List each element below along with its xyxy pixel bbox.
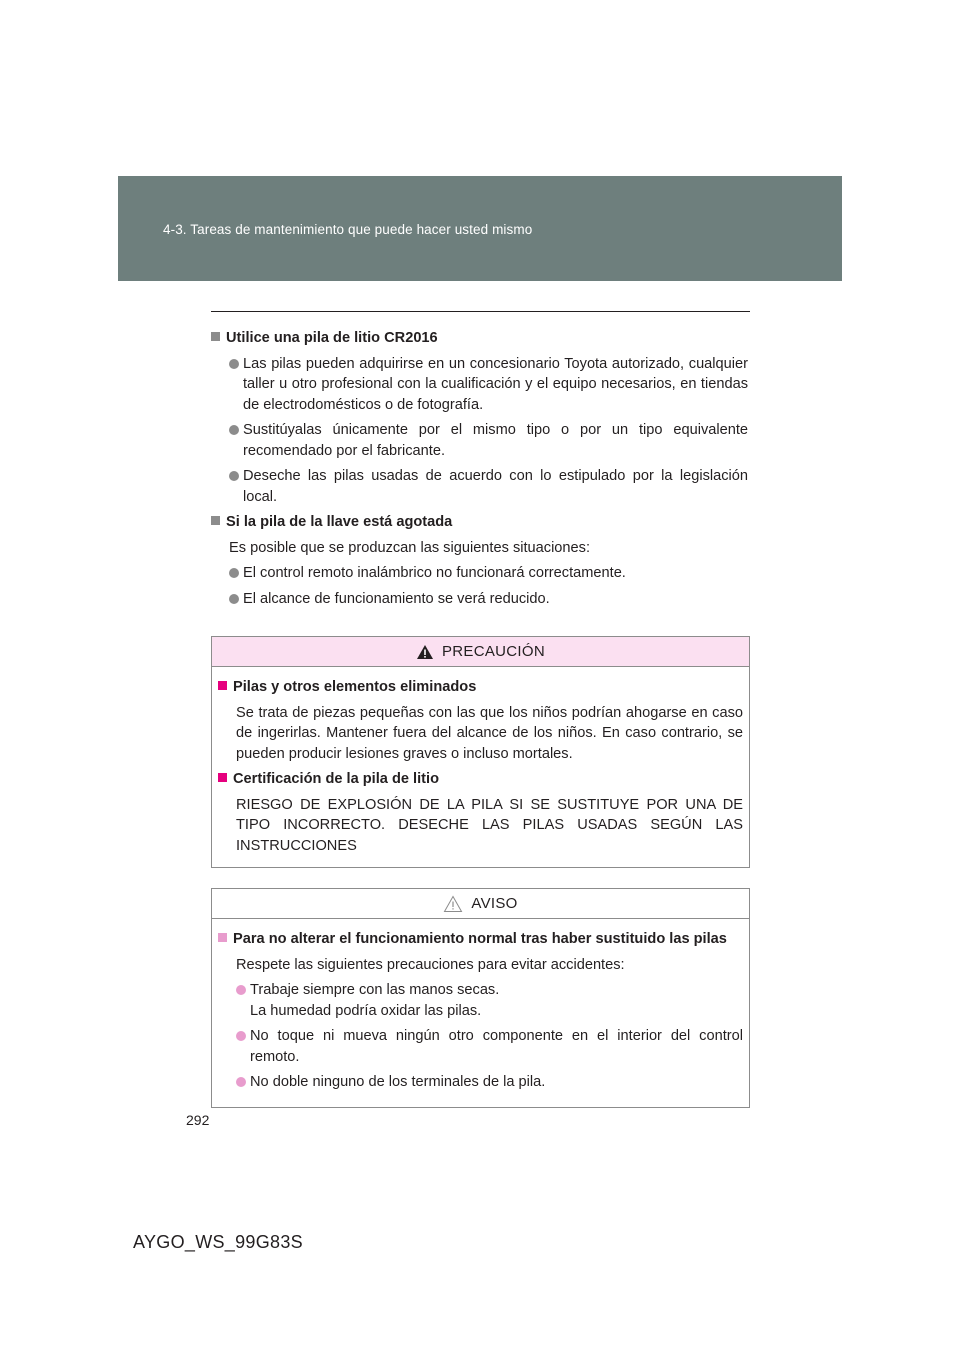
main-content xyxy=(211,328,748,609)
section-title: 4-3. Tareas de mantenimiento que puede hacer usted mismo xyxy=(163,222,533,237)
list-item: Sustitúyalas únicamente por el mismo tipo o por un tipo equivalente recomendado por el fabricante. xyxy=(229,420,748,461)
caution-heading: PRECAUCIÓN xyxy=(212,637,749,667)
caution-item-text: Se trata de piezas pequeñas con las que los niños podrían ahogarse en caso de ingerirlas. Mantener fuera del alcance de los niños. En caso contrario, se pueden producir lesiones graves o incluso mortales. xyxy=(236,704,743,762)
list-item: El alcance de funcionamiento se verá reducido. xyxy=(229,589,748,610)
square-bullet-icon xyxy=(211,332,220,341)
caution-item-text: RIESGO DE EXPLOSIÓN DE LA PILA SI SE SUSTITUYE POR UNA DE TIPO INCORRECTO. DESECHE LAS PILAS USADAS SEGÚN LAS INSTRUCCIONES xyxy=(236,796,743,854)
caution-item-title: Pilas y otros elementos eliminados xyxy=(218,677,743,698)
caution-box xyxy=(211,636,750,868)
circle-bullet-icon xyxy=(236,1077,246,1087)
circle-bullet-icon xyxy=(229,359,239,369)
notice-intro: Respete las siguientes precauciones para evitar accidentes: xyxy=(236,956,625,973)
paragraph: Es posible que se produzcan las siguientes situaciones: xyxy=(229,539,591,556)
divider xyxy=(211,311,750,312)
notice-heading: AVISO xyxy=(212,889,749,919)
list-item: Las pilas pueden adquirirse en un concesionario Toyota autorizado, cualquier taller u otro profesional con la cualificación y el equipo necesarios, en tiendas de electrodomésticos o de fotografía. xyxy=(229,354,748,416)
notice-title: Para no alterar el funcionamiento normal tras haber sustituido las pilas xyxy=(218,929,743,950)
list-item: No doble ninguno de los terminales de la pila. xyxy=(236,1072,743,1093)
circle-bullet-icon xyxy=(229,425,239,435)
circle-bullet-icon xyxy=(236,985,246,995)
square-bullet-icon xyxy=(218,773,227,782)
circle-bullet-icon xyxy=(229,568,239,578)
list-item: Deseche las pilas usadas de acuerdo con lo estipulado por la legislación local. xyxy=(229,466,748,507)
caution-body xyxy=(212,667,749,856)
circle-bullet-icon xyxy=(229,594,239,604)
square-bullet-icon xyxy=(218,681,227,690)
circle-bullet-icon xyxy=(236,1031,246,1041)
page-number: 292 xyxy=(186,1112,210,1128)
list-item: Trabaje siempre con las manos secas. La humedad podría oxidar las pilas. xyxy=(236,980,743,1021)
notice-box xyxy=(211,888,750,1108)
list-item: No toque ni mueva ningún otro componente en el interior del control remoto. xyxy=(236,1026,743,1067)
warning-icon xyxy=(416,644,434,660)
section-heading: Si la pila de la llave está agotada xyxy=(211,512,748,533)
document-code: AYGO_WS_99G83S xyxy=(133,1232,303,1252)
caution-item-title: Certificación de la pila de litio xyxy=(218,769,743,790)
notice-triangle-icon xyxy=(443,895,463,913)
section-heading: Utilice una pila de litio CR2016 xyxy=(211,328,748,349)
notice-body xyxy=(212,919,749,1093)
circle-bullet-icon xyxy=(229,471,239,481)
square-bullet-icon xyxy=(211,516,220,525)
header-band xyxy=(118,176,842,281)
square-bullet-icon xyxy=(218,933,227,942)
list-item: El control remoto inalámbrico no funcionará correctamente. xyxy=(229,563,748,584)
